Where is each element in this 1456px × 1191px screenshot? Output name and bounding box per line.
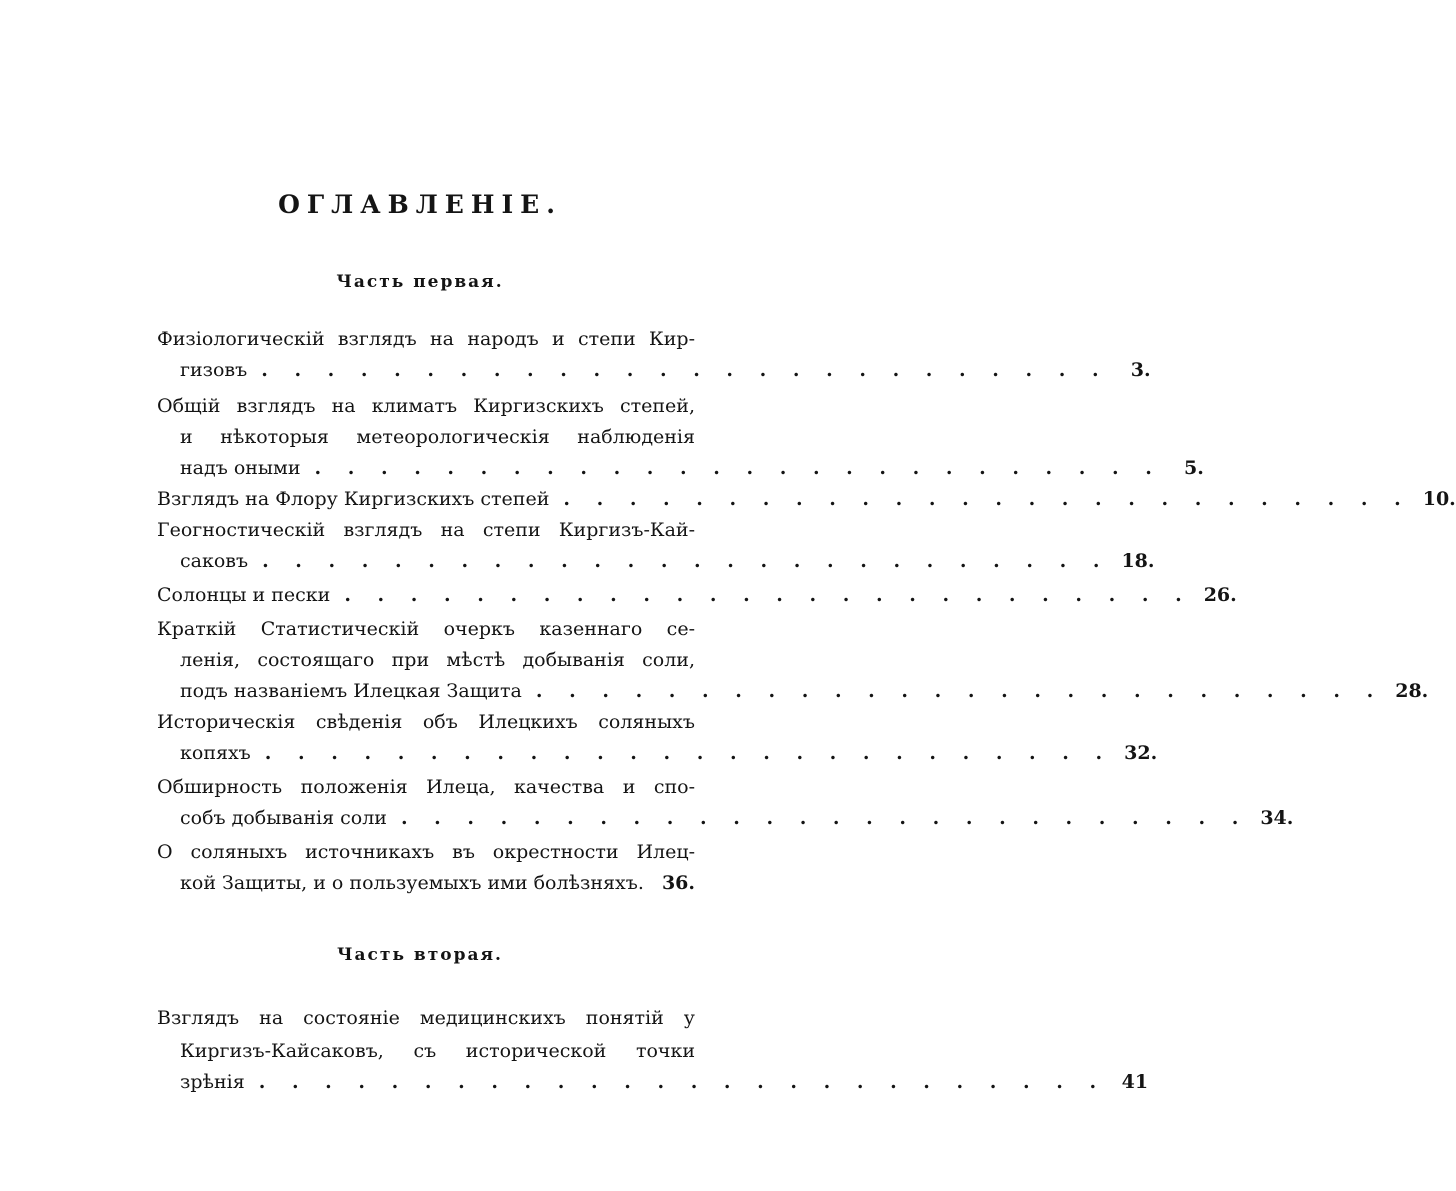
leader-dots: . . . . . . . . . . . . . . . . . . . . . . . . . . — [314, 457, 1162, 479]
page-number: 36. — [661, 872, 695, 894]
page-number: 32. — [1124, 742, 1158, 764]
toc-entry-line: подъ названіемъ Илецкая Защита . . . . . . . . . . . . . . . . . . . . . . . . . . 28. — [180, 676, 695, 706]
toc-entry-line: копяхъ . . . . . . . . . . . . . . . . . . . . . . . . . . 32. — [180, 738, 695, 768]
toc-entry-line: зрѣнія . . . . . . . . . . . . . . . . . . . . . . . . . . 41 — [180, 1067, 695, 1097]
toc-entry-line: Историческія свѣденія объ Илецкихъ соляныхъ — [157, 711, 695, 733]
toc-entry-line: Общій взглядъ на климатъ Киргизскихъ степей, — [157, 395, 695, 417]
page-number: 41 — [1121, 1071, 1149, 1093]
toc-entry-line: собъ добыванія соли . . . . . . . . . . . . . . . . . . . . . . . . . . 34. — [180, 803, 695, 833]
leader-dots: . . . . . . . . . . . . . . . . . . . . . . . . . . — [262, 550, 1110, 572]
toc-entry-line: Взглядъ на Флору Киргизскихъ степей . . . . . . . . . . . . . . . . . . . . . . . . . . 10. — [157, 484, 695, 514]
leader-dots: . . . . . . . . . . . . . . . . . . . . . . . . . . — [400, 807, 1249, 829]
page-number: 10. — [1422, 488, 1456, 510]
page-number: 18. — [1121, 550, 1155, 572]
toc-entry-line: Физіологическій взглядъ на народъ и степи Кир- — [157, 328, 695, 350]
leader-dots: . . . . . . . . . . . . . . . . . . . . . . . . . . — [264, 742, 1113, 764]
part-one-heading: Часть первая. — [336, 272, 504, 292]
leader-dots: . . . . . . . . . . . . . . . . . . . . . . . . . . — [344, 584, 1192, 606]
toc-entry-line: и нѣкоторыя метеорологическія наблюденія — [180, 426, 695, 448]
page-number: 28. — [1395, 680, 1429, 702]
leader-dots: . . . . . . . . . . . . . . . . . . . . . . . . . . — [535, 680, 1384, 702]
toc-entry-line: Солонцы и пески . . . . . . . . . . . . . . . . . . . . . . . . . . 26. — [157, 580, 695, 610]
leader-dots: . . . . . . . . . . . . . . . . . . . . . . . . . . — [258, 1071, 1107, 1093]
toc-entry-line: Краткій Статистическій очеркъ казеннаго се- — [157, 618, 695, 640]
page-number: 5. — [1184, 457, 1204, 479]
toc-entry-line: Киргизъ-Кайсаковъ, съ исторической точки — [180, 1040, 695, 1062]
page-number: 26. — [1203, 584, 1237, 606]
toc-entry-line: Геогностическій взглядъ на степи Киргизъ-Кай- — [157, 519, 695, 541]
page-number: 34. — [1260, 807, 1294, 829]
page-title: ОГЛАВЛЕНІЕ. — [278, 190, 562, 219]
toc-entry-line: Обширность положенія Илеца, качества и спо- — [157, 776, 695, 798]
toc-entry-line: надъ оными . . . . . . . . . . . . . . . . . . . . . . . . . . 5. — [180, 453, 695, 483]
toc-entry-line: кой Защиты, и о пользуемыхъ ими болѣзняхъ. 36. — [180, 868, 695, 898]
toc-entry-line: Взглядъ на состояніе медицинскихъ понятій у — [157, 1007, 695, 1029]
part-two-heading: Часть вторая. — [337, 945, 503, 965]
toc-entry-line: ленія, состоящаго при мѣстѣ добыванія соли, — [180, 649, 695, 671]
toc-entry-line: О соляныхъ источникахъ въ окрестности Илец- — [157, 841, 695, 863]
toc-entry-line: саковъ . . . . . . . . . . . . . . . . . . . . . . . . . . 18. — [180, 546, 695, 576]
leader-dots: . . . . . . . . . . . . . . . . . . . . . . . . . . — [261, 359, 1109, 381]
toc-entry-line: гизовъ . . . . . . . . . . . . . . . . . . . . . . . . . . 3. — [180, 355, 695, 385]
page-number: 3. — [1130, 359, 1151, 381]
leader-dots: . . . . . . . . . . . . . . . . . . . . . . . . . . — [563, 488, 1411, 510]
